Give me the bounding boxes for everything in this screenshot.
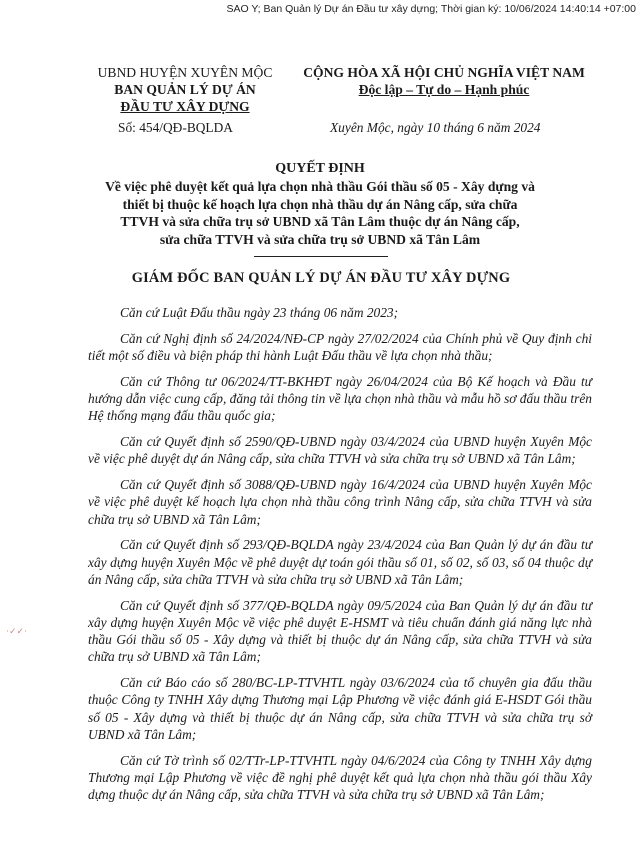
issuing-authority: GIÁM ĐỐC BAN QUẢN LÝ DỰ ÁN ĐẦU TƯ XÂY DỰNG bbox=[131, 270, 511, 286]
subject-line: sửa chữa TTVH và sửa chữa trụ sở UBND xã Tân Lâm bbox=[159, 231, 481, 247]
agency-name-line2: ĐẦU TƯ XÂY DỰNG bbox=[120, 99, 250, 114]
margin-mark: ·✓✓· bbox=[6, 626, 28, 636]
document-header bbox=[0, 64, 642, 144]
issuing-agency bbox=[82, 64, 288, 115]
title-divider bbox=[254, 256, 388, 257]
national-heading bbox=[294, 64, 594, 98]
legal-basis-paragraph: Căn cứ Quyết định số 377/QĐ-BQLDA ngày 09/5/2024 của Ban Quản lý dự án đầu tư xây dựng huyện Xuyên Mộc về việc phê duyệt E-HSMT và tiêu chuẩn đánh giá năng lực nhà thầu Gói thầu số 05 - Xây dựng và thiết bị thuộc dự án Nâng cấp, sửa chữa TTVH và sửa chữa trụ sở UBND xã Tân Lâm; bbox=[88, 597, 592, 665]
legal-basis-paragraph: Căn cứ Quyết định số 293/QĐ-BQLDA ngày 23/4/2024 của Ban Quản lý dự án đầu tư xây dựng huyện Xuyên Mộc về phê duyệt dự toán gói thầu số 01, số 02, số 03, số 04 thuộc dự án Nâng cấp, sửa chữa TTVH và sửa chữa trụ sở UBND xã Tân Lâm; bbox=[88, 537, 592, 587]
legal-bases bbox=[88, 304, 592, 812]
legal-basis-paragraph: Căn cứ Tờ trình số 02/TTr-LP-TTVHTL ngày 04/6/2024 của Công ty TNHH Xây dựng Thương mại Lập Phương về việc đề nghị phê duyệt kết quả lựa chọn nhà thầu gói thầu Xây dựng thuộc dự án Nâng cấp, sửa chữa TTVH và sửa chữa trụ sở UBND xã Tân Lâm; bbox=[88, 752, 592, 803]
legal-basis-paragraph: Căn cứ Nghị định số 24/2024/NĐ-CP ngày 27/02/2024 của Chính phủ về Quy định chi tiết một số điều và biện pháp thi hành Luật Đấu thầu về lựa chọn nhà thầu; bbox=[88, 330, 592, 363]
legal-basis-paragraph: Căn cứ Thông tư 06/2024/TT-BKHĐT ngày 26/04/2024 của Bộ Kế hoạch và Đầu tư hướng dẫn việc cung cấp, đăng tải thông tin về lựa chọn nhà thầu và mẫu hồ sơ đấu thầu trên Hệ thống mạng đấu thầu quốc gia; bbox=[88, 373, 592, 424]
subject-line: Về việc phê duyệt kết quả lựa chọn nhà thầu Gói thầu số 05 - Xây dựng và bbox=[105, 179, 535, 194]
legal-basis-paragraph: Căn cứ Luật Đấu thầu ngày 23 tháng 06 năm 2023; bbox=[120, 305, 399, 320]
legal-basis-paragraph: Căn cứ Báo cáo số 280/BC-LP-TTVHTL ngày 03/6/2024 của tổ chuyên gia đấu thầu thuộc Công ty TNHH Xây dựng Thương mại Lập Phương về việc đánh giá E-HSDT Gói thầu số 05 - Xây dựng và thiết bị thuộc dự án Nâng cấp, sửa chữa TTVH và sửa chữa trụ sở UBND xã Tân Lâm; bbox=[88, 675, 592, 742]
national-motto: CỘNG HÒA XÃ HỘI CHỦ NGHĨA VIỆT NAM bbox=[303, 65, 585, 80]
subject-line: TTVH và sửa chữa trụ sở UBND xã Tân Lâm thuộc dự án Nâng cấp, bbox=[120, 214, 520, 229]
parent-agency: UBND HUYỆN XUYÊN MỘC bbox=[97, 65, 273, 80]
agency-name-line1: BAN QUẢN LÝ DỰ ÁN bbox=[114, 82, 256, 97]
digital-signature-stamp: SAO Y; Ban Quản lý Dự án Đầu tư xây dựng; Thời gian ký: 10/06/2024 14:40:14 +07:00 bbox=[226, 3, 636, 15]
decision-title-block bbox=[70, 160, 570, 248]
decision-title: QUYẾT ĐỊNH bbox=[275, 161, 365, 176]
decision-subject bbox=[70, 178, 570, 248]
document-number: Số: 454/QĐ-BQLDA bbox=[118, 120, 233, 135]
legal-basis-paragraph: Căn cứ Quyết định số 3088/QĐ-UBND ngày 16/4/2024 của UBND huyện Xuyên Mộc về việc phê duyệt kế hoạch lựa chọn nhà thầu công trình Nâng cấp, sửa chữa TTVH và sửa chữa trụ sở UBND xã Tân Lâm; bbox=[88, 476, 592, 527]
legal-basis-paragraph: Căn cứ Quyết định số 2590/QĐ-UBND ngày 03/4/2024 của UBND huyện Xuyên Mộc về việc phê duyệt dự án Nâng cấp, sửa chữa TTVH và sửa chữa trụ sở UBND xã Tân Lâm; bbox=[88, 433, 592, 467]
subject-line: thiết bị thuộc kế hoạch lựa chọn nhà thầu dự án Nâng cấp, sửa chữa bbox=[122, 196, 518, 212]
national-slogan: Độc lập – Tự do – Hạnh phúc bbox=[358, 82, 530, 97]
place-date: Xuyên Mộc, ngày 10 tháng 6 năm 2024 bbox=[330, 120, 541, 135]
